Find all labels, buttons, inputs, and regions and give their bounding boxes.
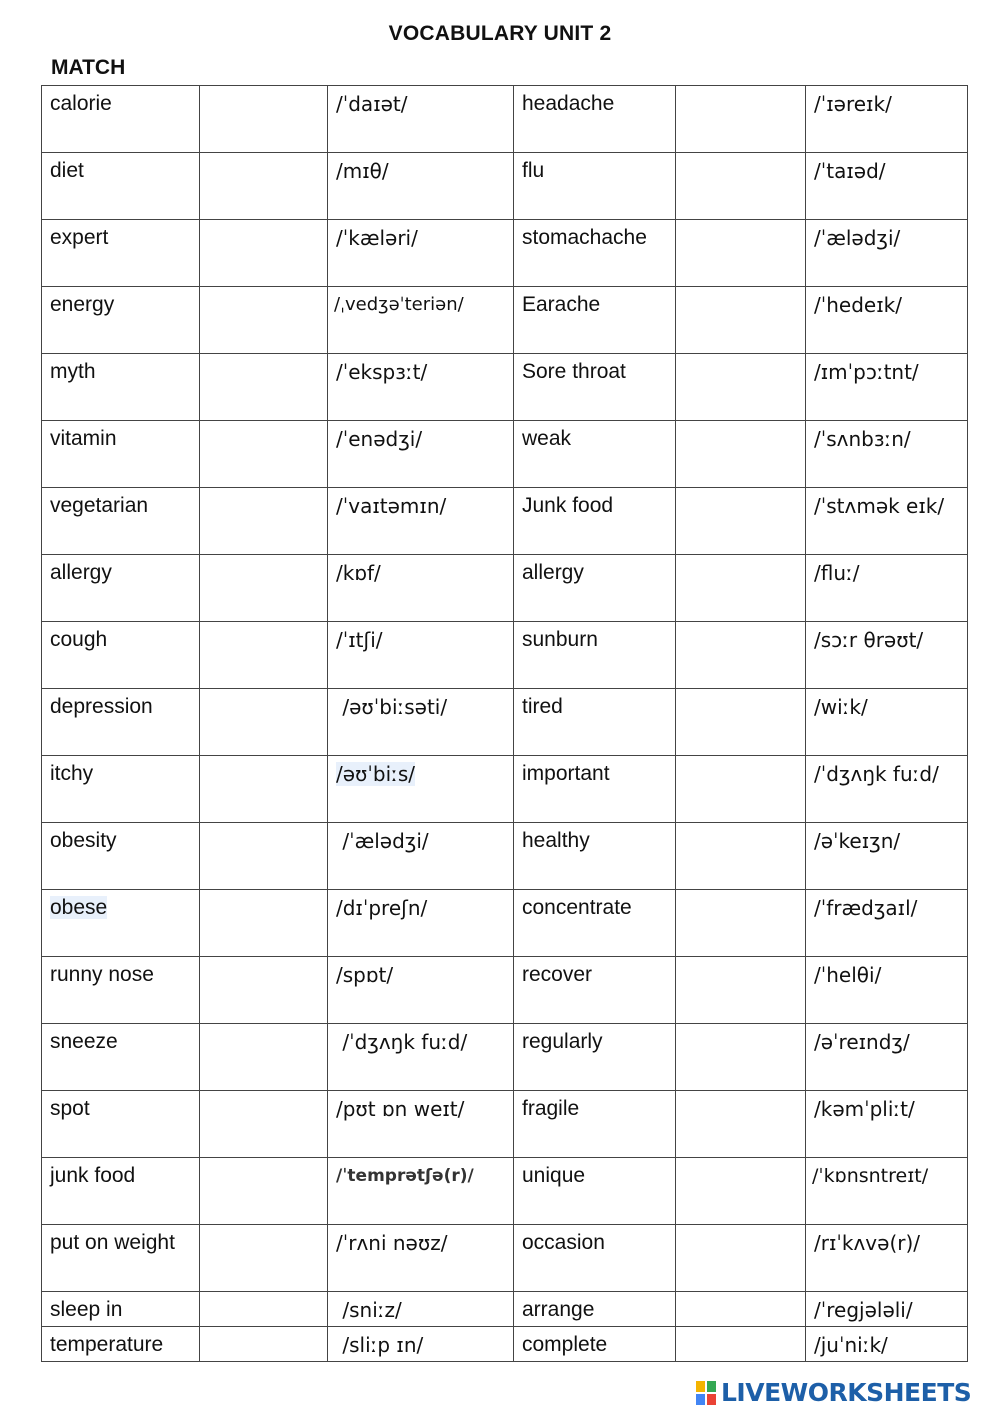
pronunciation-cell: /ˈrʌni nəʊz/ [328,1225,514,1292]
pronunciation-cell: /ˈfrædʒaɪl/ [806,890,968,957]
pronunciation-cell: /ˌvedʒəˈteriən/ [328,287,514,354]
word-cell: unique [514,1158,676,1225]
answer-cell[interactable] [200,957,328,1024]
answer-cell[interactable] [200,890,328,957]
answer-cell[interactable] [676,1091,806,1158]
logo-square [706,1380,717,1393]
answer-cell[interactable] [200,756,328,823]
word-cell: myth [42,354,200,421]
pronunciation-cell: /fluː/ [806,555,968,622]
pronunciation-cell: /pʊt ɒn weɪt/ [328,1091,514,1158]
table-row [42,756,968,823]
answer-cell[interactable] [676,823,806,890]
pronunciation-cell: /ˈɪtʃi/ [328,622,514,689]
pronunciation-cell: /ˈælədʒi/ [806,220,968,287]
table-row [42,153,968,220]
answer-cell[interactable] [200,421,328,488]
answer-cell[interactable] [200,1158,328,1225]
answer-cell[interactable] [200,555,328,622]
pronunciation-cell: /spɒt/ [328,957,514,1024]
table-row [42,689,968,756]
pronunciation-cell: /ˈenədʒi/ [328,421,514,488]
answer-cell[interactable] [676,555,806,622]
word-cell: vegetarian [42,488,200,555]
section-heading: MATCH [51,56,126,79]
word-cell: recover [514,957,676,1024]
answer-cell[interactable] [200,1091,328,1158]
table-row [42,1158,968,1225]
answer-cell[interactable] [676,957,806,1024]
answer-cell[interactable] [676,421,806,488]
word-cell: depression [42,689,200,756]
answer-cell[interactable] [200,823,328,890]
word-cell: healthy [514,823,676,890]
table-row [42,287,968,354]
word-cell: calorie [42,86,200,153]
pronunciation-cell: /ˈregjələli/ [806,1292,968,1327]
answer-cell[interactable] [676,1024,806,1091]
answer-cell[interactable] [676,689,806,756]
pronunciation-cell: /ɪmˈpɔːtnt/ [806,354,968,421]
table-row [42,1091,968,1158]
logo-square [695,1380,706,1393]
table-row [42,421,968,488]
pronunciation-cell: /ˈsʌnbɜːn/ [806,421,968,488]
pronunciation-cell: /ˈtemprətʃə(r)/ [328,1158,514,1225]
answer-cell[interactable] [676,622,806,689]
word-cell: junk food [42,1158,200,1225]
answer-cell[interactable] [200,354,328,421]
pronunciation-cell: /kəmˈpliːt/ [806,1091,968,1158]
word-cell: occasion [514,1225,676,1292]
word-cell: Earache [514,287,676,354]
answer-cell[interactable] [676,756,806,823]
word-cell: vitamin [42,421,200,488]
logo-square [695,1393,706,1406]
word-cell: put on weight [42,1225,200,1292]
word-cell: weak [514,421,676,488]
pronunciation-cell: /ˈdʒʌŋk fuːd/ [328,1024,514,1091]
table-row [42,354,968,421]
answer-cell[interactable] [200,153,328,220]
pronunciation-cell: /rɪˈkʌvə(r)/ [806,1225,968,1292]
pronunciation-cell: /ˈkɒnsntreɪt/ [806,1158,968,1225]
word-cell: Junk food [514,488,676,555]
word-cell: allergy [514,555,676,622]
word-cell: cough [42,622,200,689]
table-row [42,488,968,555]
answer-cell[interactable] [200,488,328,555]
word-cell: sneeze [42,1024,200,1091]
vocabulary-table [41,85,968,1362]
pronunciation-cell: /kɒf/ [328,555,514,622]
answer-cell[interactable] [200,86,328,153]
word-cell [42,890,200,957]
word-cell: regularly [514,1024,676,1091]
answer-cell[interactable] [676,890,806,957]
pronunciation-cell: /ˈdʒʌŋk fuːd/ [806,756,968,823]
table-row [42,220,968,287]
answer-cell[interactable] [676,1225,806,1292]
answer-cell[interactable] [200,1292,328,1327]
pronunciation-cell: /ˈhelθi/ [806,957,968,1024]
pronunciation-cell: /ˈvaɪtəmɪn/ [328,488,514,555]
table-row [42,1024,968,1091]
pronunciation-cell: /sniːz/ [328,1292,514,1327]
answer-cell[interactable] [676,488,806,555]
answer-cell[interactable] [676,153,806,220]
pronunciation-cell [328,756,514,823]
word-cell: tired [514,689,676,756]
logo-square [706,1393,717,1406]
pronunciation-cell: /ˈælədʒi/ [328,823,514,890]
pronunciation-cell: /mɪθ/ [328,153,514,220]
brand-name: LIVEWORKSHEETS [721,1378,972,1407]
pronunciation-cell: /əˈreɪndʒ/ [806,1024,968,1091]
pronunciation-cell: /dɪˈpreʃn/ [328,890,514,957]
word-cell: energy [42,287,200,354]
table-row [42,622,968,689]
word-cell: important [514,756,676,823]
word-cell: arrange [514,1292,676,1327]
answer-cell[interactable] [676,86,806,153]
word-cell: headache [514,86,676,153]
pronunciation-cell: /juˈniːk/ [806,1327,968,1362]
answer-cell[interactable] [200,220,328,287]
word-cell: stomachache [514,220,676,287]
answer-cell[interactable] [200,622,328,689]
table-row [42,1327,968,1362]
pronunciation-cell: /wiːk/ [806,689,968,756]
answer-cell[interactable] [676,220,806,287]
pronunciation-cell: /ˈhedeɪk/ [806,287,968,354]
pronunciation-cell: /ˈtaɪəd/ [806,153,968,220]
word-cell: diet [42,153,200,220]
answer-cell[interactable] [200,1024,328,1091]
pronunciation-cell: /sɔːr θrəʊt/ [806,622,968,689]
answer-cell[interactable] [676,354,806,421]
word-cell: allergy [42,555,200,622]
word-cell: sleep in [42,1292,200,1327]
answer-cell[interactable] [200,287,328,354]
answer-cell[interactable] [676,287,806,354]
liveworksheets-logo [695,1378,971,1407]
pronunciation-cell: /ˈekspɜːt/ [328,354,514,421]
table-row [42,823,968,890]
highlighted-text: /əʊˈbiːs/ [336,762,416,786]
pronunciation-cell: /ˈɪəreɪk/ [806,86,968,153]
table-row [42,1292,968,1327]
word-cell: complete [514,1327,676,1362]
pronunciation-cell: /əˈkeɪʒn/ [806,823,968,890]
pronunciation-cell: /sliːp ɪn/ [328,1327,514,1362]
table-row [42,555,968,622]
word-cell: spot [42,1091,200,1158]
table-row [42,1225,968,1292]
table-row [42,890,968,957]
word-cell: runny nose [42,957,200,1024]
liveworksheets-logo-icon [695,1380,717,1406]
word-cell: temperature [42,1327,200,1362]
word-cell: sunburn [514,622,676,689]
answer-cell[interactable] [676,1292,806,1327]
answer-cell[interactable] [200,1225,328,1292]
word-cell: concentrate [514,890,676,957]
pronunciation-cell: /ˈkæləri/ [328,220,514,287]
word-cell: fragile [514,1091,676,1158]
answer-cell[interactable] [676,1158,806,1225]
pronunciation-cell: /əʊˈbiːsəti/ [328,689,514,756]
pronunciation-cell: /ˈdaɪət/ [328,86,514,153]
word-cell: obesity [42,823,200,890]
answer-cell[interactable] [200,689,328,756]
page-title: VOCABULARY UNIT 2 [388,22,612,45]
word-cell: expert [42,220,200,287]
answer-cell[interactable] [676,1327,806,1362]
table-row [42,86,968,153]
pronunciation-cell: /ˈstʌmək eɪk/ [806,488,968,555]
table-row [42,957,968,1024]
highlighted-text: obese [50,896,108,919]
word-cell: flu [514,153,676,220]
word-cell: itchy [42,756,200,823]
word-cell: Sore throat [514,354,676,421]
answer-cell[interactable] [200,1327,328,1362]
